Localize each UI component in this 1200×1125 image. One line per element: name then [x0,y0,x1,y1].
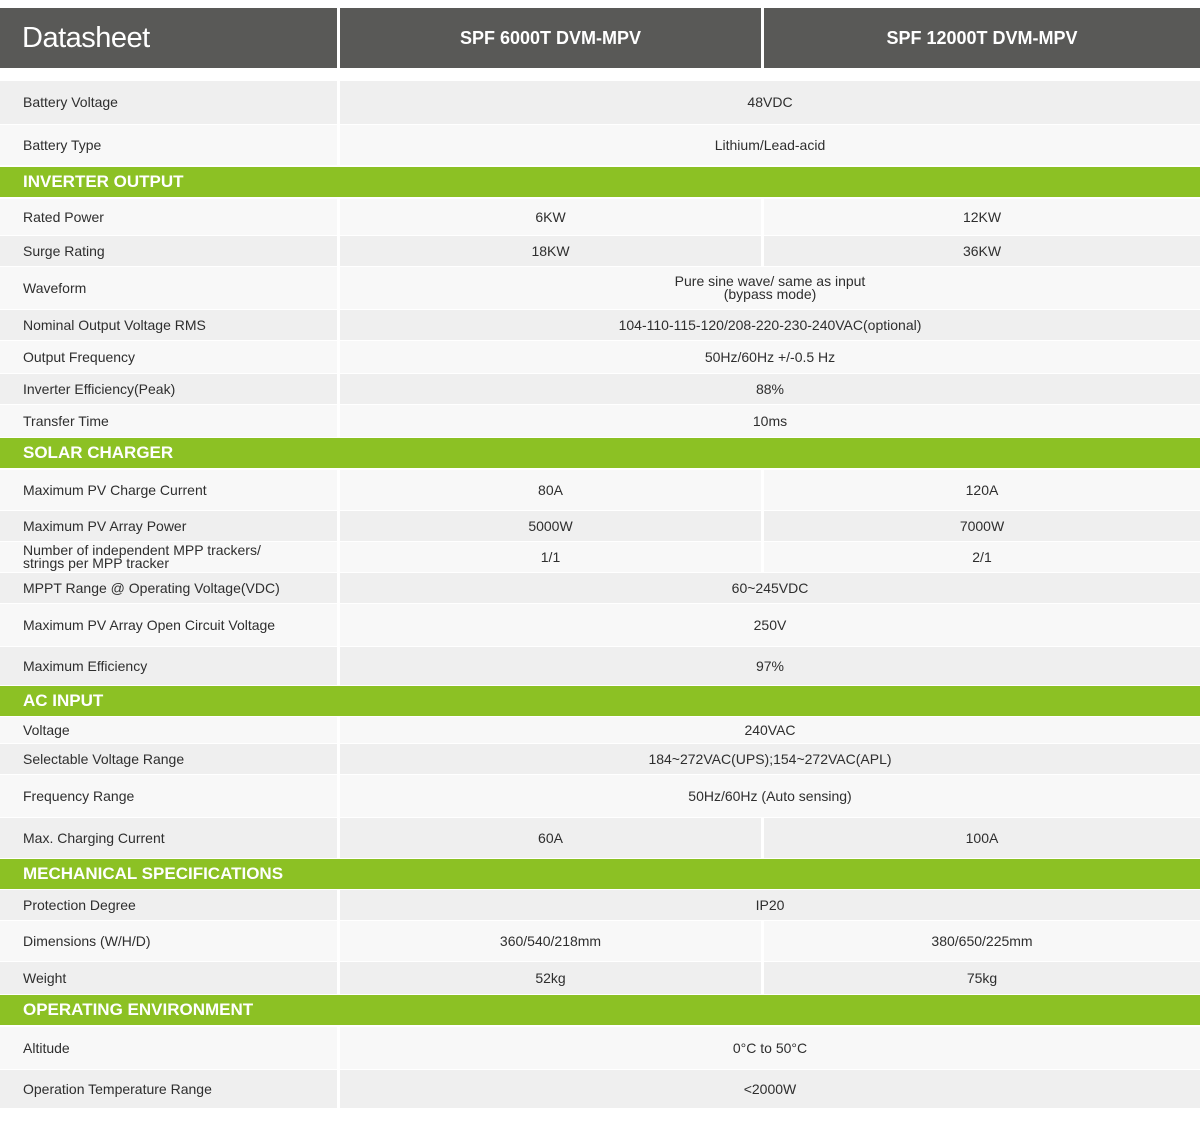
spec-value-model-1: 360/540/218mm [340,921,761,961]
spec-label: Waveform [0,267,337,309]
spec-label: Operation Temperature Range [0,1070,337,1108]
spec-value: 250V [340,604,1200,646]
spec-value: 0°C to 50°C [340,1027,1200,1069]
spec-label: Battery Type [0,125,337,165]
section-solar-charger: SOLAR CHARGER [0,438,1200,468]
spec-value-model-2: 7000W [764,511,1200,541]
spec-value-model-2: 75kg [764,962,1200,994]
spec-value: IP20 [340,890,1200,920]
datasheet [0,8,1200,1097]
spec-row-weight [0,962,1200,994]
spec-value: <2000W [340,1070,1200,1108]
spec-label: Max. Charging Current [0,818,337,858]
section-ac-input: AC INPUT [0,686,1200,716]
spec-row-ac-voltage [0,717,1200,743]
spec-label: Weight [0,962,337,994]
spec-row-altitude [0,1027,1200,1069]
spec-row-open-circuit-voltage [0,604,1200,646]
spec-row-inverter-efficiency [0,374,1200,404]
section-inverter-output: INVERTER OUTPUT [0,167,1200,197]
spec-value-line: (bypass mode) [723,286,817,302]
spec-label: Selectable Voltage Range [0,744,337,774]
spec-value-model-2: 100A [764,818,1200,858]
spec-row-temperature [0,1070,1200,1108]
spec-value: 48VDC [340,81,1200,124]
spec-label: Maximum PV Array Power [0,511,337,541]
spec-label: Voltage [0,717,337,743]
spec-label: Transfer Time [0,405,337,437]
datasheet-header [0,8,1200,68]
spec-label: Maximum PV Array Open Circuit Voltage [0,604,337,646]
spec-value: 97% [340,647,1200,685]
spec-label: Surge Rating [0,236,337,266]
spec-label: Maximum PV Charge Current [0,470,337,510]
spec-row-output-frequency [0,341,1200,373]
spec-row-nominal-voltage [0,310,1200,340]
model-1-heading: SPF 6000T DVM-MPV [340,8,761,68]
spec-value: 240VAC [340,717,1200,743]
spec-row-frequency-range [0,775,1200,817]
spec-row-mpp-trackers [0,542,1200,572]
spec-row-charging-current [0,818,1200,858]
spec-value-model-1: 52kg [340,962,761,994]
spec-label: Frequency Range [0,775,337,817]
spec-row-max-efficiency [0,647,1200,685]
spec-label: Battery Voltage [0,81,337,124]
spec-label [0,542,337,572]
spec-label: Output Frequency [0,341,337,373]
spec-value-model-1: 18KW [340,236,761,266]
spec-label: Nominal Output Voltage RMS [0,310,337,340]
spec-label: Rated Power [0,199,337,235]
spec-row-selectable-voltage [0,744,1200,774]
spec-row-battery-type [0,125,1200,165]
spec-value: 184~272VAC(UPS);154~272VAC(APL) [340,744,1200,774]
spec-row-protection [0,890,1200,920]
datasheet-title: Datasheet [0,8,337,68]
spec-row-rated-power [0,199,1200,235]
spec-row-battery-voltage [0,81,1200,124]
spec-value-model-1: 6KW [340,199,761,235]
spec-row-dimensions [0,921,1200,961]
model-2-heading: SPF 12000T DVM-MPV [764,8,1200,68]
spec-label: Dimensions (W/H/D) [0,921,337,961]
spec-value: 88% [340,374,1200,404]
spec-value-model-2: 380/650/225mm [764,921,1200,961]
spec-label: Protection Degree [0,890,337,920]
spec-label: MPPT Range @ Operating Voltage(VDC) [0,573,337,603]
spec-value [340,267,1200,309]
spec-value-model-1: 60A [340,818,761,858]
spec-value-model-2: 36KW [764,236,1200,266]
spec-value-model-2: 2/1 [764,542,1200,572]
spec-value: Lithium/Lead-acid [340,125,1200,165]
spec-label: Maximum Efficiency [0,647,337,685]
spec-row-waveform [0,267,1200,309]
spec-row-max-pv-current [0,470,1200,510]
spec-value-model-2: 120A [764,470,1200,510]
spec-value: 10ms [340,405,1200,437]
section-operating-environment: OPERATING ENVIRONMENT [0,995,1200,1025]
spec-value-model-2: 12KW [764,199,1200,235]
spec-value-model-1: 80A [340,470,761,510]
section-mechanical: MECHANICAL SPECIFICATIONS [0,859,1200,889]
spec-value: 50Hz/60Hz (Auto sensing) [340,775,1200,817]
spec-value-model-1: 1/1 [340,542,761,572]
spec-row-mppt-range [0,573,1200,603]
spec-row-max-pv-power [0,511,1200,541]
spec-label: Altitude [0,1027,337,1069]
spec-value: 60~245VDC [340,573,1200,603]
spec-label-line: Number of independent MPP trackers/ [23,542,261,558]
spec-value: 104-110-115-120/208-220-230-240VAC(optional) [340,310,1200,340]
spec-row-transfer-time [0,405,1200,437]
spec-value-line: Pure sine wave/ same as input [674,273,866,289]
spec-value: 50Hz/60Hz +/-0.5 Hz [340,341,1200,373]
spec-label-line: strings per MPP tracker [23,555,170,571]
spec-row-surge-rating [0,236,1200,266]
spec-value-model-1: 5000W [340,511,761,541]
spec-label: Inverter Efficiency(Peak) [0,374,337,404]
